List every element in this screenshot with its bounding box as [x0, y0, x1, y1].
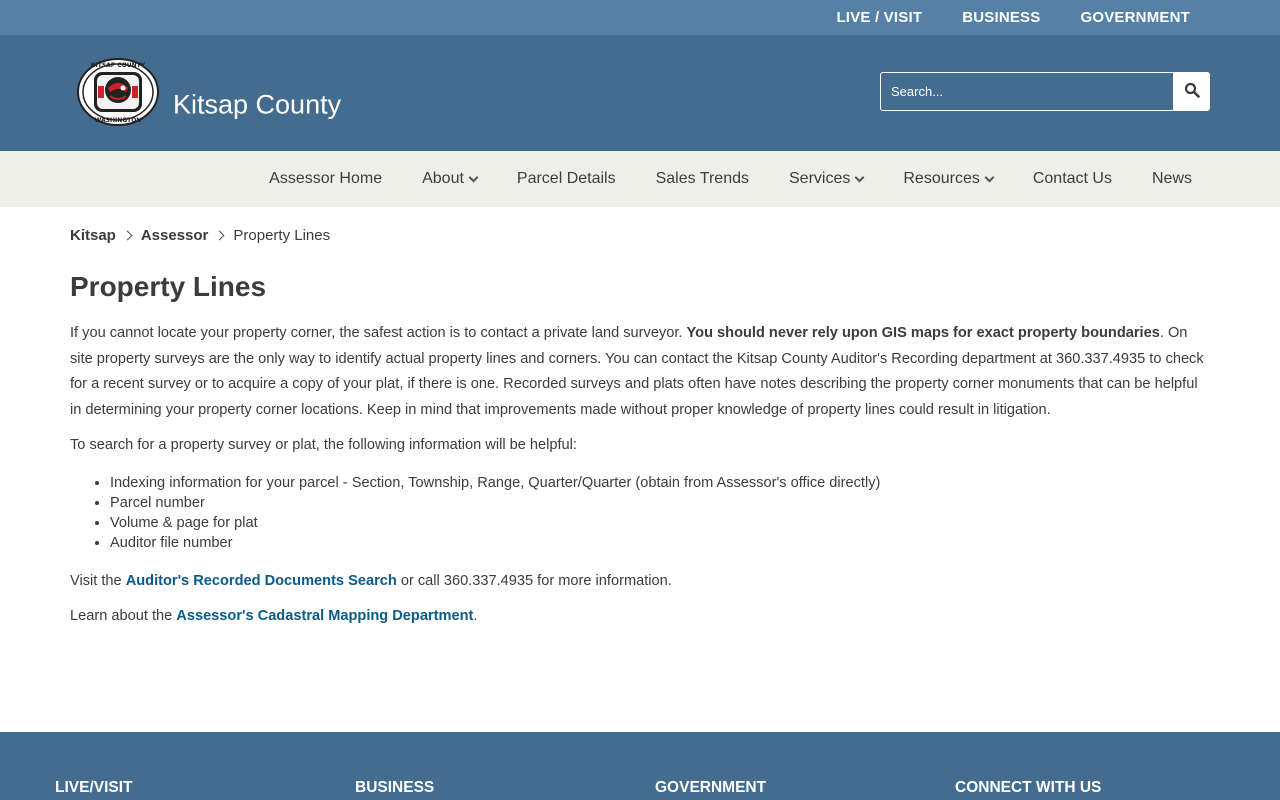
- utility-links: [836, 0, 1190, 35]
- nav-label: Resources: [903, 170, 980, 187]
- learn-suffix: .: [473, 608, 478, 624]
- list-item: • Indexing information for your parcel - Section, Township, Range, Quarter/Quarter (obtain from Assessor's office directly): [110, 473, 1210, 493]
- nav-item-about[interactable]: [422, 170, 477, 188]
- cadastral-mapping-link[interactable]: Assessor's Cadastral Mapping Department: [176, 608, 474, 624]
- intro-paragraph: [70, 321, 1210, 423]
- learn-prefix: Learn about the: [70, 608, 177, 624]
- chevron-right-icon: [122, 230, 132, 240]
- logo-text-top: KITSAP COUNTY: [90, 62, 146, 69]
- search-icon: [1184, 82, 1200, 101]
- logo-text-bottom: WASHINGTON: [94, 117, 142, 124]
- county-seal-logo[interactable]: [76, 50, 160, 134]
- nav-item-resources[interactable]: [903, 170, 992, 188]
- visit-prefix: Visit the: [70, 572, 126, 589]
- footer-heading-connect[interactable]: CONNECT WITH US: [955, 779, 1102, 796]
- nav-label: About: [422, 170, 464, 187]
- nav-item-contact-us[interactable]: [1033, 170, 1112, 188]
- visit-suffix: or call 360.337.4935 for more information.: [396, 572, 672, 589]
- nav-item-news[interactable]: [1152, 170, 1192, 188]
- site-footer: [0, 732, 1280, 800]
- breadcrumb-kitsap[interactable]: Kitsap: [70, 226, 116, 244]
- utility-bar: [0, 0, 1280, 35]
- learn-paragraph: [70, 604, 1210, 630]
- nav-label: Assessor Home: [269, 170, 383, 187]
- breadcrumb: [70, 226, 1210, 244]
- chevron-right-icon: [215, 230, 225, 240]
- search-intro: To search for a property survey or plat, the following information will be helpful:: [70, 437, 577, 453]
- nav-item-parcel-details[interactable]: [517, 170, 616, 188]
- list-item: • Auditor file number: [110, 533, 1210, 553]
- list-item: • Volume & page for plat: [110, 513, 1210, 533]
- footer-heading-live-visit[interactable]: LIVE/VISIT: [55, 779, 133, 796]
- page-title: Property Lines: [70, 271, 267, 302]
- search-button[interactable]: [1174, 72, 1210, 111]
- nav-item-services[interactable]: [789, 170, 863, 188]
- intro-text-1: If you cannot locate your property corner, the safest action is to contact a private land surveyor.: [70, 325, 687, 341]
- utility-link-business[interactable]: BUSINESS: [962, 9, 1041, 26]
- utility-link-live-visit[interactable]: LIVE / VISIT: [836, 9, 923, 26]
- site-name[interactable]: Kitsap County: [173, 89, 342, 120]
- nav-label: Sales Trends: [655, 170, 749, 187]
- nav-item-sales-trends[interactable]: [656, 170, 749, 188]
- chevron-down-icon: [855, 172, 865, 182]
- nav-label: Parcel Details: [516, 170, 616, 187]
- intro-warning: You should never rely upon GIS maps for exact property boundaries: [686, 325, 1160, 341]
- main-content: [0, 226, 1280, 630]
- breadcrumb-assessor[interactable]: Assessor: [140, 226, 209, 244]
- visit-paragraph: [70, 569, 1210, 595]
- info-list: [70, 473, 1210, 553]
- main-nav: [0, 151, 1280, 207]
- list-item: • Parcel number: [110, 493, 1210, 513]
- intro-text-2: . On site property surveys are the only way to identify actual property lines and corners. You can contact the Kitsap County Auditor's Recording department at 360.337.4935 to check for a recent survey or to acquire a copy of your plat, if there is one. Recorded surveys and plats often have notes describing the property corner monuments that can be helpful in determining your property corner locations. Keep in mind that improvements made without proper knowledge of property lines could result in litigation.: [70, 325, 1204, 418]
- utility-link-government[interactable]: GOVERNMENT: [1080, 9, 1190, 26]
- search-input[interactable]: [880, 72, 1174, 111]
- nav-label: Services: [789, 170, 851, 187]
- site-search: [880, 72, 1210, 111]
- recorded-documents-link[interactable]: Auditor's Recorded Documents Search: [125, 572, 397, 589]
- nav-label: Contact Us: [1032, 170, 1112, 187]
- nav-label: News: [1151, 170, 1192, 187]
- chevron-down-icon: [984, 172, 994, 182]
- breadcrumb-current: Property Lines: [233, 226, 331, 244]
- nav-item-assessor-home[interactable]: [269, 170, 382, 188]
- footer-heading-government[interactable]: GOVERNMENT: [655, 779, 767, 796]
- chevron-down-icon: [468, 172, 478, 182]
- footer-heading-business[interactable]: BUSINESS: [355, 779, 435, 796]
- site-header: [0, 35, 1280, 151]
